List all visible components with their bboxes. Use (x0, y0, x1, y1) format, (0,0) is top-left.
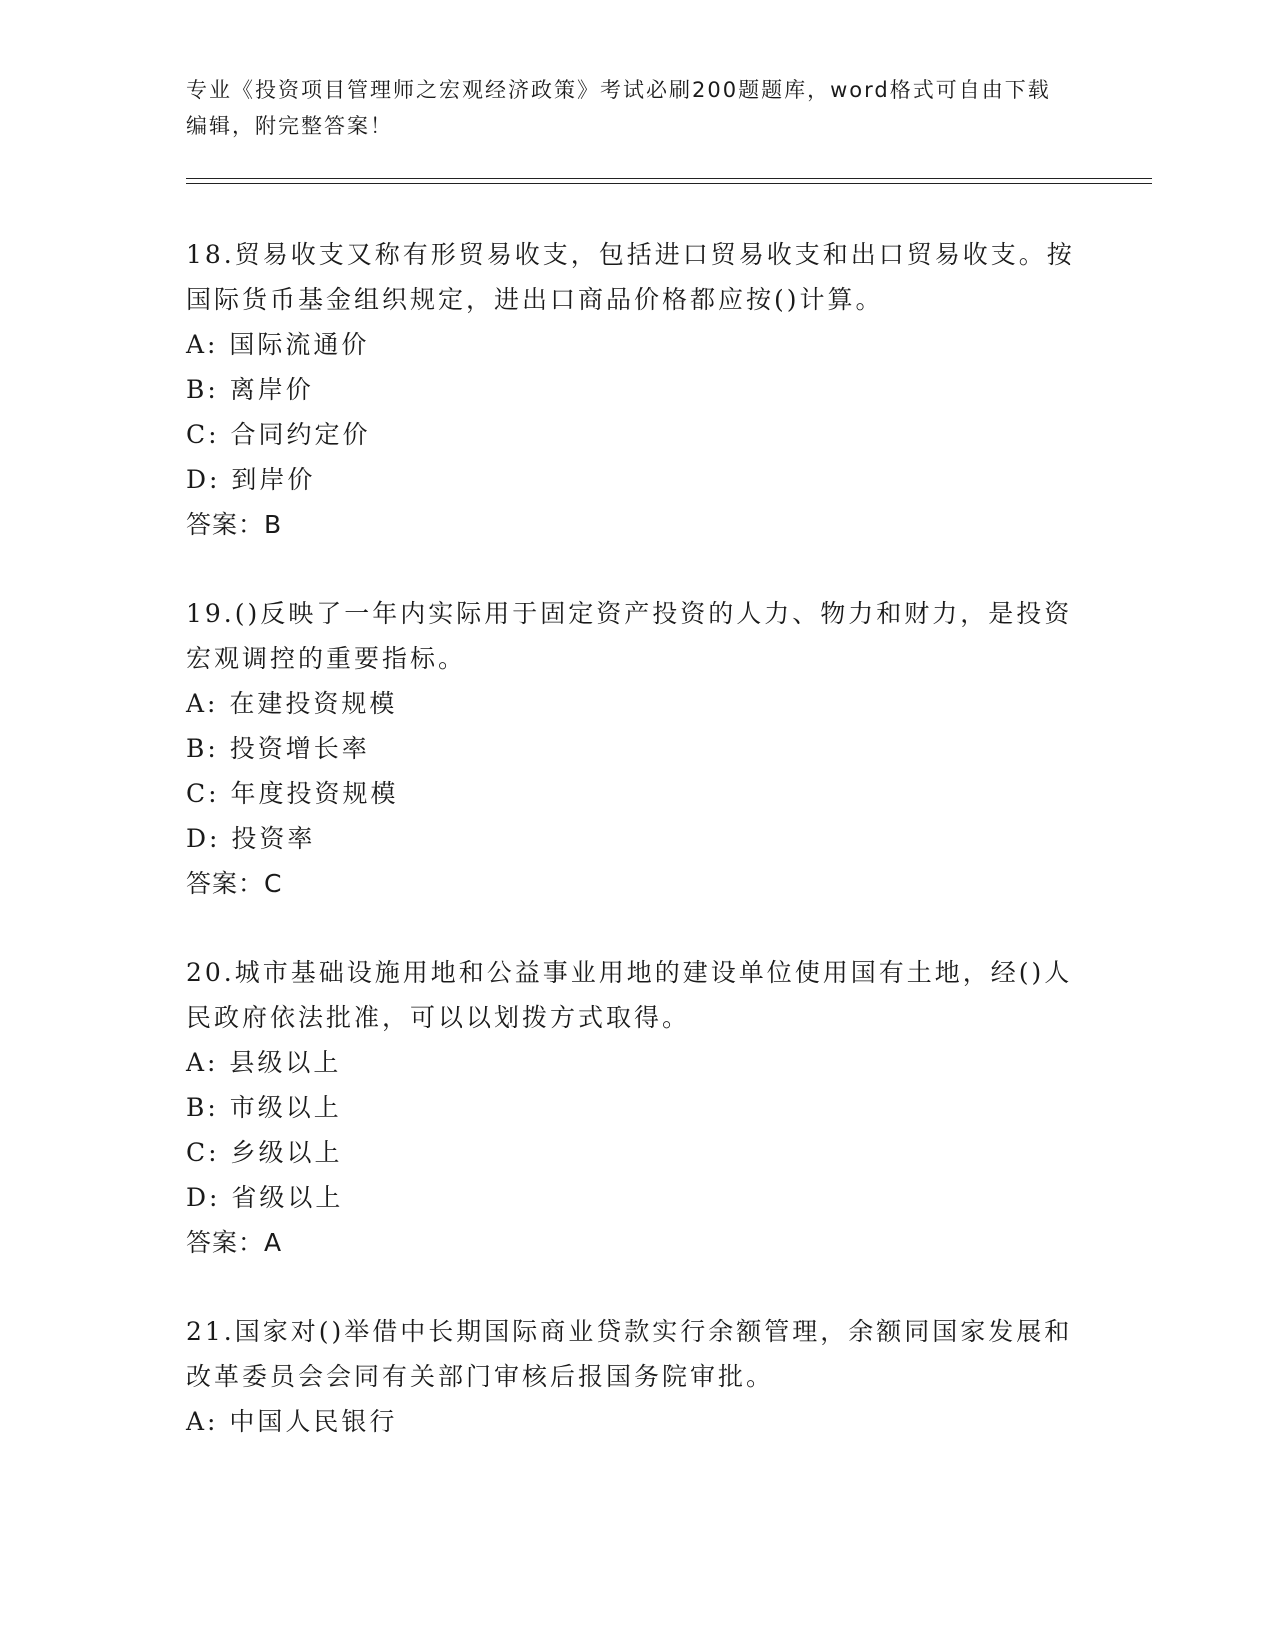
option-c: C: 乡级以上 (186, 1138, 343, 1167)
question-stem: 19.()反映了一年内实际用于固定资产投资的人力、物力和财力，是投资宏观调控的重要指标。 (186, 599, 1073, 673)
question-stem: 21.国家对()举借中长期国际商业贷款实行余额管理，余额同国家发展和改革委员会会同有关部门审核后报国务院审批。 (186, 1317, 1073, 1391)
question-stem: 18.贸易收支又称有形贸易收支，包括进口贸易收支和出口贸易收支。按国际货币基金组织规定，进出口商品价格都应按()计算。 (186, 240, 1075, 314)
option-c: C: 年度投资规模 (186, 779, 399, 808)
option-a: A: 国际流通价 (186, 330, 370, 359)
option-b: B: 离岸价 (186, 375, 314, 404)
option-d: D: 投资率 (186, 824, 316, 853)
answer-line: 答案：B (186, 510, 283, 539)
option-c: C: 合同约定价 (186, 420, 371, 449)
question-19 (186, 591, 1086, 906)
option-a: A: 在建投资规模 (186, 689, 398, 718)
answer-line: 答案：C (186, 869, 283, 898)
option-a: A: 县级以上 (186, 1048, 342, 1077)
header-divider-top (186, 178, 1152, 179)
option-d: D: 到岸价 (186, 465, 316, 494)
question-20 (186, 950, 1086, 1265)
question-list (186, 232, 1086, 1488)
option-d: D: 省级以上 (186, 1183, 344, 1212)
option-b: B: 市级以上 (186, 1093, 342, 1122)
question-21 (186, 1309, 1086, 1444)
question-stem: 20.城市基础设施用地和公益事业用地的建设单位使用国有土地，经()人民政府依法批准，可以以划拨方式取得。 (186, 958, 1073, 1032)
header-divider-bottom (186, 183, 1152, 184)
document-header: 专业《投资项目管理师之宏观经济政策》考试必刷200题题库，word格式可自由下载编辑，附完整答案！ (186, 78, 1051, 138)
option-b: B: 投资增长率 (186, 734, 370, 763)
option-a: A: 中国人民银行 (186, 1407, 398, 1436)
answer-line: 答案：A (186, 1228, 283, 1257)
question-18 (186, 232, 1086, 547)
